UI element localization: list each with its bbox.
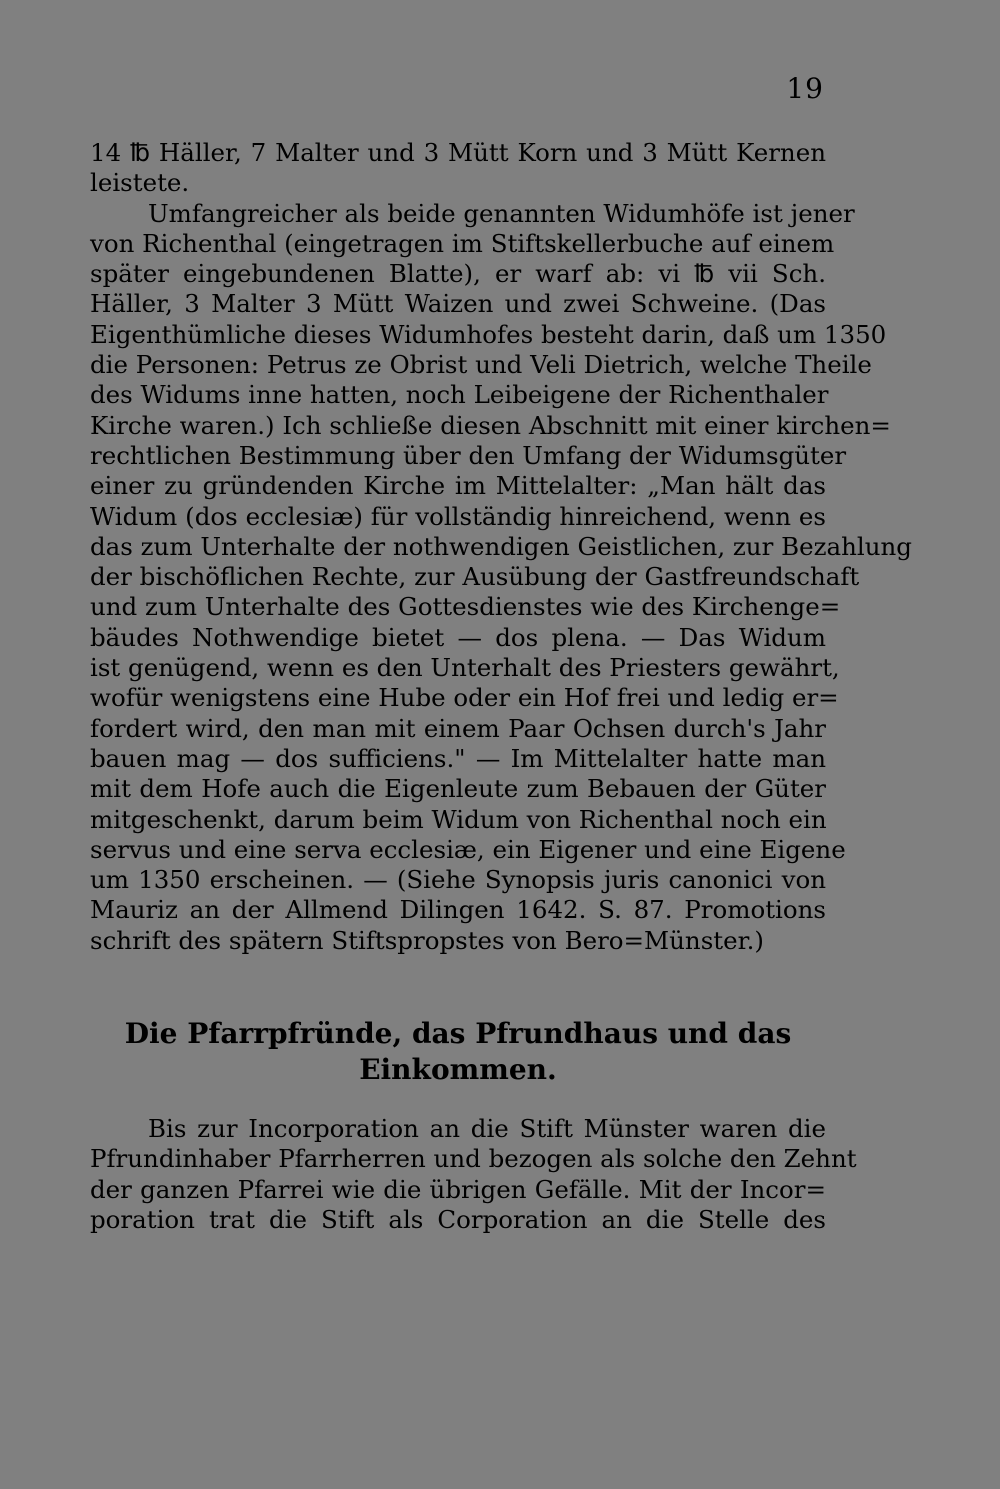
page-number: 19 — [786, 72, 824, 105]
text-line: poration trat die Stift als Corporation an die Stelle des — [90, 1204, 826, 1234]
text-line: fordert wird, den man mit einem Paar Ochsen durch's Jahr — [90, 713, 826, 743]
text-line: mitgeschenkt, darum beim Widum von Richenthal noch ein — [90, 804, 827, 834]
section-heading-line: Die Pfarrpfründe, das Pfrundhaus und das — [124, 1017, 792, 1050]
text-line: ist genügend, wenn es den Unterhalt des Priesters gewährt, — [90, 653, 840, 683]
text-line: Widum (dos ecclesiæ) für vollständig hinreichend, wenn es — [90, 501, 826, 531]
text-line: mit dem Hofe auch die Eigenleute zum Bebauen der Güter — [90, 774, 826, 804]
section-heading — [90, 1016, 826, 1088]
text-line: servus und eine serva ecclesiæ, ein Eigener und eine Eigene — [90, 834, 846, 864]
text-line: leistete. — [90, 168, 190, 198]
text-line: der ganzen Pfarrei wie die übrigen Gefälle. Mit der Incor= — [90, 1174, 826, 1204]
text-line: rechtlichen Bestimmung über den Umfang der Widumsgüter — [90, 440, 847, 470]
text-line: bäudes Nothwendige bietet — dos plena. — Das Widum — [90, 622, 826, 652]
text-line: 14 ℔ Häller, 7 Malter und 3 Mütt Korn und 3 Mütt Kernen — [90, 138, 826, 167]
text-line: das zum Unterhalte der nothwendigen Geistlichen, zur Bezahlung — [90, 531, 912, 561]
text-line: von Richenthal (eingetragen im Stiftskellerbuche auf einem — [90, 228, 835, 258]
text-line: Bis zur Incorporation an die Stift Münster waren die — [148, 1114, 826, 1143]
text-line: schrift des spätern Stiftspropstes von Bero=Münster.) — [90, 925, 764, 955]
text-line: Umfangreicher als beide genannten Widumhöfe ist jener — [148, 198, 855, 228]
section-heading-line: Einkommen. — [359, 1053, 557, 1086]
body-text-bottom — [90, 1114, 857, 1235]
text-line: später eingebundenen Blatte), er warf ab: vi ℔ vii Sch. — [90, 259, 826, 289]
text-line: des Widums inne hatten, noch Leibeigene der Richenthaler — [90, 380, 829, 410]
text-line: Eigenthümliche dieses Widumhofes besteht darin, daß um 1350 — [90, 319, 887, 349]
text-line: und zum Unterhalte des Gottesdienstes wie des Kirchenge= — [90, 592, 841, 622]
text-line: um 1350 erscheinen. — (Siehe Synopsis juris canonici von — [90, 865, 826, 895]
text-line: Kirche waren.) Ich schließe diesen Abschnitt mit einer kirchen= — [90, 410, 891, 440]
text-line: Pfrundinhaber Pfarrherren und bezogen als solche den Zehnt — [90, 1144, 857, 1174]
text-line: bauen mag — dos sufficiens." — Im Mittelalter hatte man — [90, 743, 826, 773]
text-line: Häller, 3 Malter 3 Mütt Waizen und zwei Schweine. (Das — [90, 289, 826, 319]
body-text-top — [90, 138, 912, 956]
text-line: wofür wenigstens eine Hube oder ein Hof frei und ledig er= — [90, 683, 839, 713]
text-line: die Personen: Petrus ze Obrist und Veli Dietrich, welche Theile — [90, 350, 872, 380]
text-line: der bischöflichen Rechte, zur Ausübung der Gastfreundschaft — [90, 562, 860, 592]
text-line: einer zu gründenden Kirche im Mittelalter: „Man hält das — [90, 471, 826, 501]
text-line: Mauriz an der Allmend Dilingen 1642. S. 87. Promotions — [90, 895, 826, 925]
